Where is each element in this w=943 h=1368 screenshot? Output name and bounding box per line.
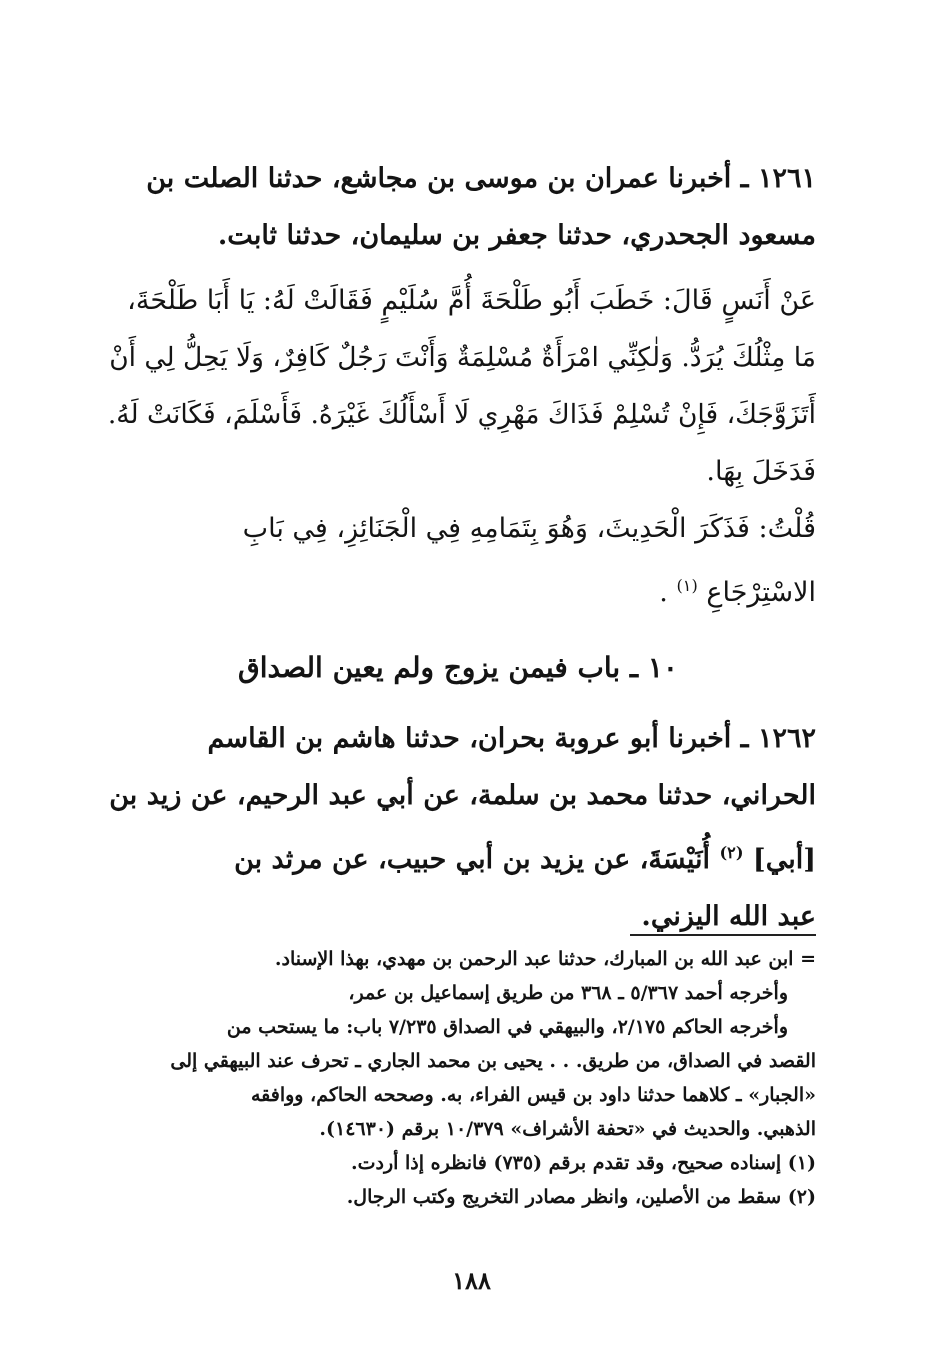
- footnote-line: وأخرجه أحمد ٥/٣٦٧ ـ ٣٦٨ من طريق إسماعيل بن عمر،: [348, 982, 788, 1004]
- hadith-1261-matn: [100, 272, 816, 500]
- text-line: عَنْ أَنَسٍ قَالَ: خَطَبَ أَبُو طَلْحَةَ أُمَّ سُلَيْمٍ فَقَالَتْ لَهُ: يَا أَبَا طَلْحَةَ،: [127, 285, 816, 316]
- hadith-1261-isnad: [100, 150, 816, 264]
- footnote-line: الذهبي. والحديث في «تحفة الأشراف» ١٠/٣٧٩ برقم (١٤٦٣٠).: [319, 1118, 816, 1140]
- footnote-ref-2: (٢): [719, 843, 744, 862]
- text-line: قُلْتُ: فَذَكَرَ الْحَدِيثَ، وَهُوَ بِتَمَامِهِ فِي الْجَنَائِزِ، فِي بَابِ: [242, 513, 816, 544]
- footnote-ref-1: (١): [676, 576, 698, 595]
- text-line: ١٢٦٢ ـ أخبرنا أبو عروبة بحران، حدثنا هاشم بن القاسم: [207, 723, 816, 754]
- text-line: فَدَخَلَ بِهَا.: [706, 456, 816, 487]
- footnote-line: القصد في الصداق، من طريق. . . يحيى بن محمد الجاري ـ تحرف عند البيهقي إلى: [170, 1050, 816, 1072]
- page-number: ١٨٨: [452, 1266, 491, 1295]
- text-line: مسعود الجحدري، حدثنا جعفر بن سليمان، حدثنا ثابت.: [217, 220, 816, 251]
- text-line: ١٢٦١ ـ أخبرنا عمران بن موسى بن مجاشع، حدثنا الصلت بن: [146, 163, 816, 194]
- footnote-line: = ابن عبد الله بن المبارك، حدثنا عبد الرحمن بن مهدي، بهذا الإسناد.: [274, 948, 816, 970]
- remark-word: الاسْتِرْجَاعِ: [706, 577, 816, 608]
- footnote-line: وأخرجه الحاكم ٢/١٧٥، والبيهقي في الصداق ٧/٢٣٥ باب: ما يستحب من: [226, 1016, 788, 1038]
- footnote-1: (١) إسناده صحيح، وقد تقدم برقم (٧٣٥) فانظره إذا أردت.: [351, 1152, 816, 1174]
- text-line: الحراني، حدثنا محمد بن سلمة، عن أبي عبد الرحيم، عن زيد بن: [109, 780, 816, 811]
- text-line: [100, 824, 816, 888]
- footnote-separator: [630, 934, 816, 936]
- bracketed-name: [أبي]: [752, 844, 816, 875]
- footnote-line: «الجبار» ـ كلاهما حدثنا داود بن قيس الفراء، به. وصححه الحاكم، ووافقه: [250, 1084, 816, 1106]
- hadith-1261-remark: [100, 500, 816, 621]
- footnotes: [100, 942, 816, 1214]
- text-line: أَتَزَوَّجَكَ، فَإِنْ تُسْلِمْ فَذَاكَ مَهْرِي لَا أَسْأَلُكَ غَيْرَهُ. فَأَسْلَمَ، فَكَانَتْ لَهُ.: [107, 399, 816, 430]
- chapter-heading: ١٠ ـ باب فيمن يزوج ولم يعين الصداق: [238, 651, 678, 684]
- hadith-1262: [100, 710, 816, 945]
- text-segment: أُنَيْسَةَ، عن يزيد بن أبي حبيب، عن مرثد بن: [234, 844, 711, 875]
- text-line: [100, 557, 816, 621]
- remark-end: .: [659, 577, 668, 608]
- footnote-2: (٢) سقط من الأصلين، وانظر مصادر التخريج وكتب الرجال.: [346, 1186, 816, 1208]
- text-line: عبد الله اليزني.: [641, 901, 816, 932]
- text-line: مَا مِثْلُكَ يُرَدُّ. وَلٰكِنِّي امْرَأَةٌ مُسْلِمَةٌ وَأَنْتَ رَجُلٌ كَافِرٌ، وَلَا يَحِلُّ لِي أَنْ: [109, 342, 816, 373]
